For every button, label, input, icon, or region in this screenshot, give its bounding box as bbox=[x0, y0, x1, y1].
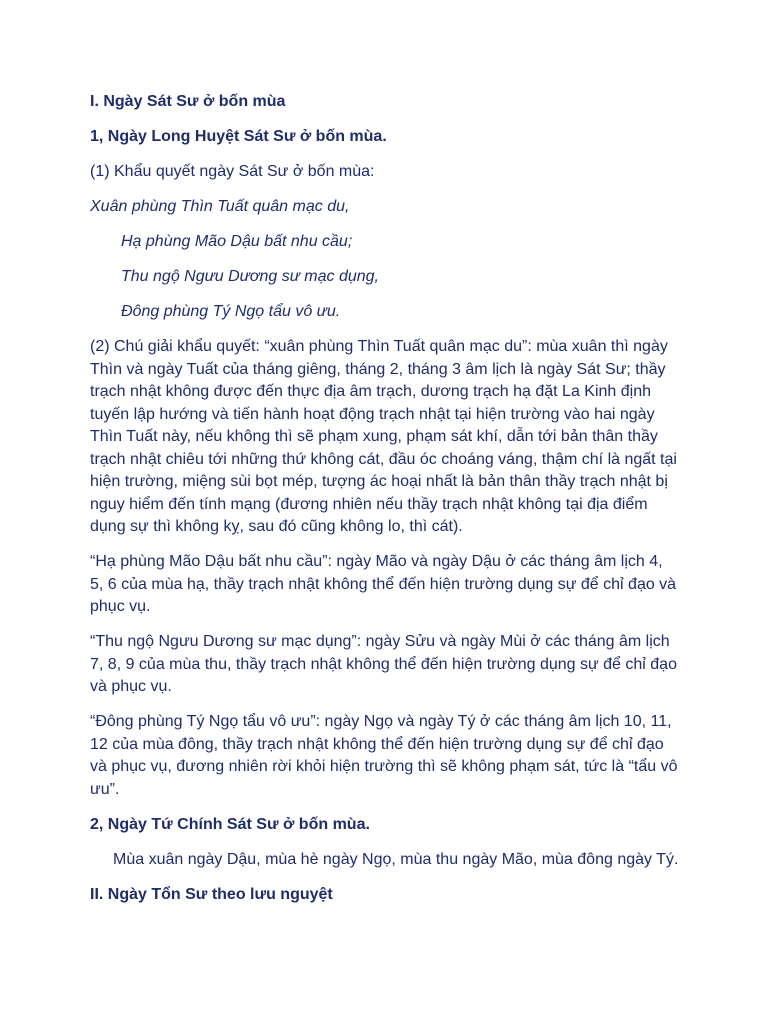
verse-line-2: Hạ phùng Mão Dậu bất nhu cầu; bbox=[121, 233, 353, 250]
verse-line-1: Xuân phùng Thìn Tuất quân mạc du, bbox=[90, 198, 350, 215]
four-seasons-paragraph: Mùa xuân ngày Dậu, mùa hè ngày Ngọ, mùa thu ngày Mão, mùa đông ngày Tý. bbox=[113, 850, 679, 868]
subsection-heading-1: 1, Ngày Long Huyệt Sát Sư ở bốn mùa. bbox=[90, 128, 387, 145]
subsection-heading-2: 2, Ngày Tứ Chính Sát Sư ở bốn mùa. bbox=[90, 815, 370, 833]
summer-paragraph: “Hạ phùng Mão Dậu bất nhu cầu”: ngày Mão và ngày Dậu ở các tháng âm lịch 4, 5, 6 của mùa hạ, thầy trạch nhật không thể đến hiện trường dụng sự để chỉ đạo và phục vụ. bbox=[90, 553, 677, 615]
section-heading-1: I. Ngày Sát Sư ở bốn mùa bbox=[90, 93, 286, 110]
commentary-paragraph: (2) Chú giải khẩu quyết: “xuân phùng Thìn Tuất quân mạc du”: mùa xuân thì ngày Thìn và ngày Tuất của tháng giêng, tháng 2, tháng 3 âm lịch là ngày Sát Sư; thầy trạch nhật không được đến thực địa âm trạch, dương trạch hạ đặt La Kinh định tuyến lập hướng và tiến hành hoạt động trạch nhật tại hiện trường vào hai ngày Thìn Tuất này, nếu không thì sẽ phạm xung, phạm sát khí, dẫn tới bản thân thầy trạch nhật chiêu tới những thứ không cát, đầu óc choáng váng, thậm chí là ngất tại hiện trường, miệng sùi bọt mép, tượng ác hoại nhất là bản thân thầy trạch nhật bị nguy hiểm đến tính mạng (đương nhiên nếu thầy trạch nhật không tại địa điểm dụng sự thì không kỵ, sau đó cũng không lo, thì cát). bbox=[90, 338, 677, 535]
winter-paragraph: “Đông phùng Tý Ngọ tẩu vô ưu”: ngày Ngọ và ngày Tý ở các tháng âm lịch 10, 11, 12 của mùa đông, thầy trạch nhật không thể đến hiện trường dụng sự để chỉ đạo và phục vụ, đương nhiên rời khỏi hiện trường thì sẽ không phạm sát, tức là “tẩu vô ưu”. bbox=[90, 713, 678, 798]
document-page bbox=[90, 91, 680, 919]
section-heading-2: II. Ngày Tổn Sư theo lưu nguyệt bbox=[90, 885, 333, 903]
verse-line-3: Thu ngộ Ngưu Dương sư mạc dụng, bbox=[121, 268, 379, 285]
verse-intro: (1) Khẩu quyết ngày Sát Sư ở bốn mùa: bbox=[90, 163, 375, 180]
autumn-paragraph: “Thu ngộ Ngưu Dương sư mạc dụng”: ngày Sửu và ngày Mùi ở các tháng âm lịch 7, 8, 9 của mùa thu, thầy trạch nhật không thể đến hiện trường dụng sự để chỉ đạo và phục vụ. bbox=[90, 633, 677, 695]
verse-line-4: Đông phùng Tý Ngọ tẩu vô ưu. bbox=[121, 303, 341, 320]
